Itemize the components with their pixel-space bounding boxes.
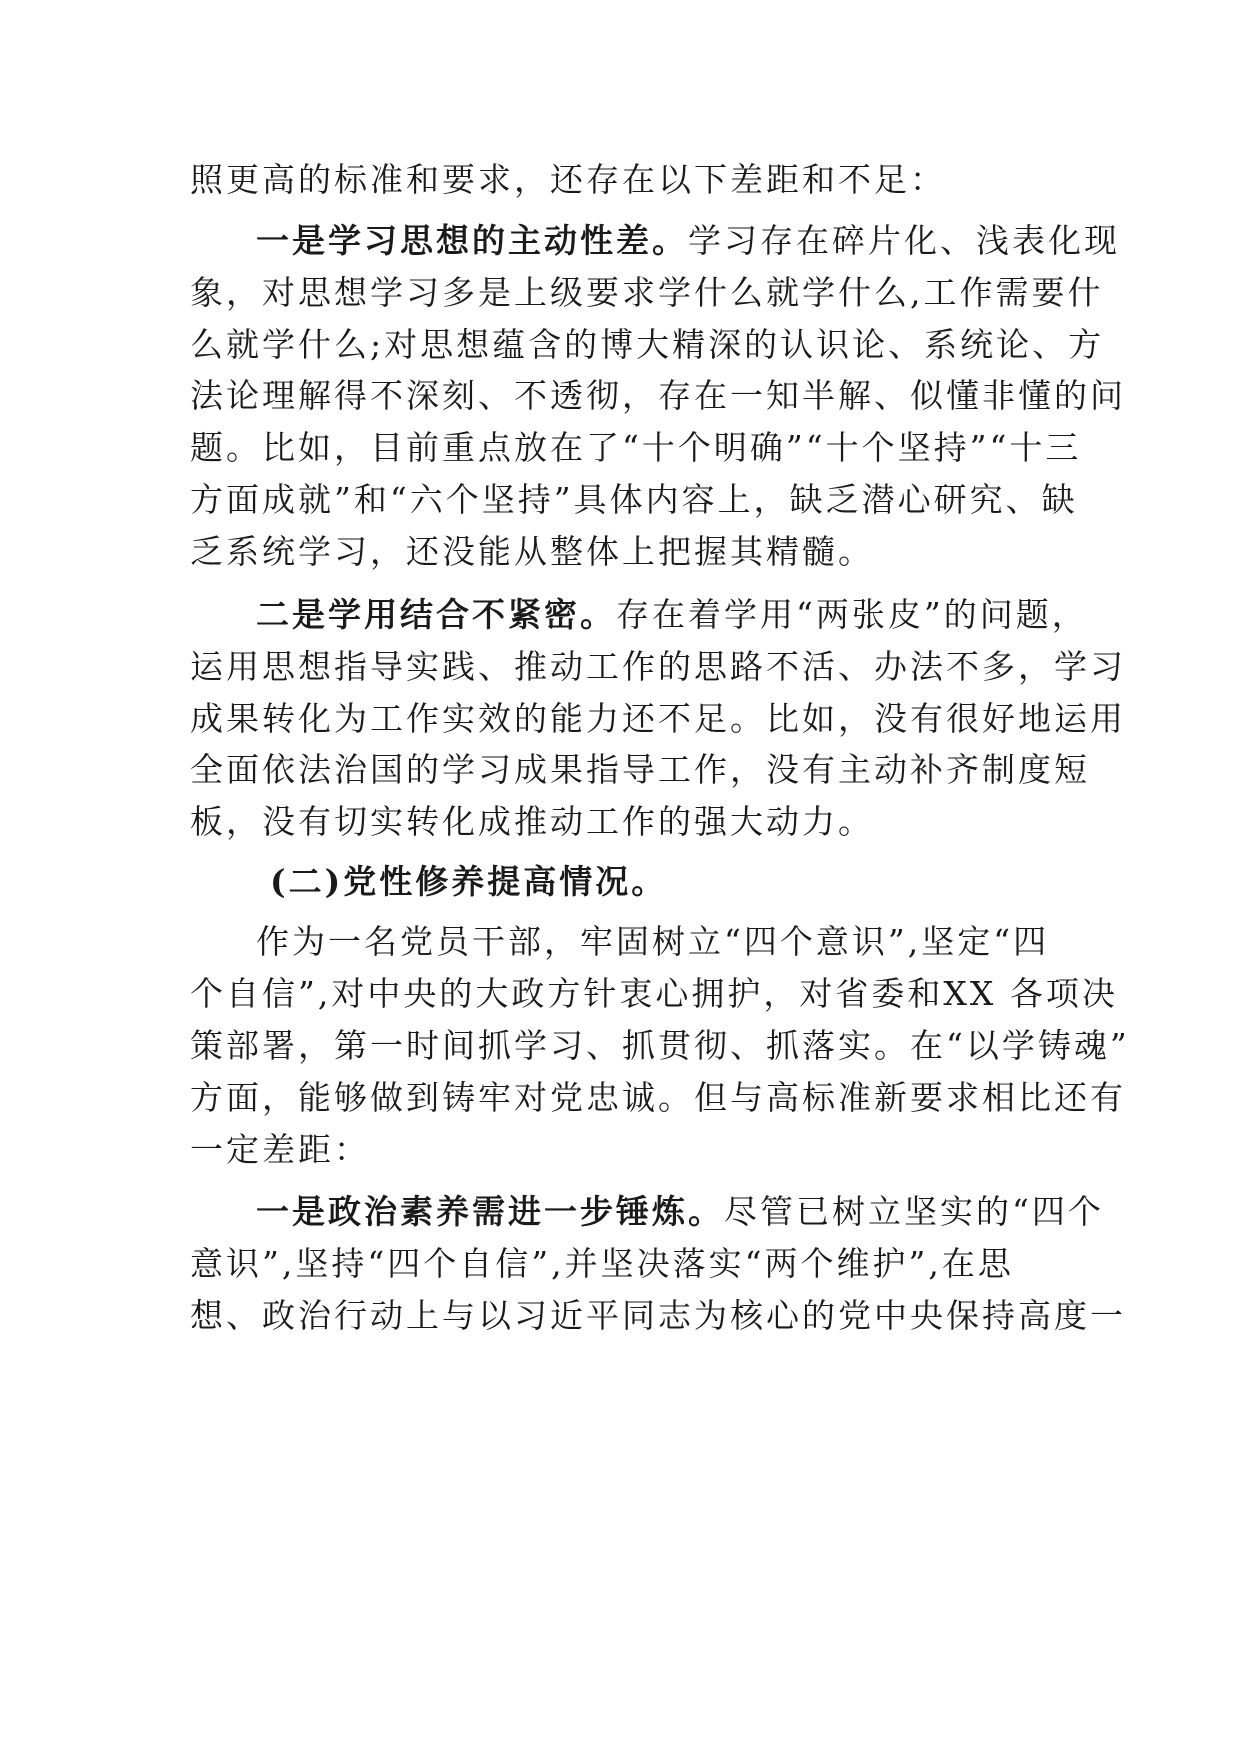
line-text: 照更高的标准和要求，还存在以下差距和不足： [190, 160, 946, 199]
paragraph-line [190, 273, 1104, 313]
paragraph-heading: 一是政治素养需进一步锤炼。 [256, 1192, 724, 1231]
line-text: 尽管已树立坚实的“四个 [724, 1192, 1104, 1231]
paragraph-line [190, 1078, 1126, 1118]
line-text: 题。比如，目前重点放在了“十个明确”“十个坚持”“十三 [190, 428, 1082, 467]
paragraph-line [190, 532, 1050, 572]
paragraph-line [190, 1244, 1050, 1284]
line-text: 方面成就”和“六个坚持”具体内容上，缺乏潜心研究、缺 [190, 480, 1078, 519]
line-text: 意识”,坚持“四个自信”,并坚决落实“两个维护”,在思 [190, 1244, 1014, 1283]
paragraph-line [190, 160, 1050, 200]
paragraph-heading: 二是学用结合不紧密。 [256, 595, 616, 634]
line-text: 成果转化为工作实效的能力还不足。比如，没有很好地运用 [190, 699, 1126, 738]
paragraph-line [190, 1130, 1050, 1170]
paragraph-line [190, 1026, 1130, 1066]
paragraph-line [190, 750, 1090, 790]
paragraph-line [190, 376, 1126, 416]
line-text: 存在着学用“两张皮”的问题， [616, 595, 1088, 634]
line-text: 全面依法治国的学习成果指导工作，没有主动补齐制度短 [190, 750, 1090, 789]
line-text: 乏系统学习，还没能从整体上把握其精髓。 [190, 532, 874, 571]
paragraph-line [256, 595, 1088, 635]
line-text: 作为一名党员干部，牢固树立“四个意识”,坚定“四 [256, 922, 1050, 961]
line-text: 么就学什么;对思想蕴含的博大精深的认识论、系统论、方 [190, 325, 1105, 364]
section-heading-text: (二)党性修养提高情况。 [270, 862, 668, 901]
line-text: 一定差距： [190, 1130, 370, 1169]
line-text: 板，没有切实转化成推动工作的强大动力。 [190, 802, 874, 841]
paragraph-line [190, 480, 1078, 520]
line-text: 法论理解得不深刻、不透彻，存在一知半解、似懂非懂的问 [190, 376, 1126, 415]
section-heading [270, 862, 1050, 902]
paragraph-heading: 一是学习思想的主动性差。 [256, 221, 688, 260]
line-text: 想、政治行动上与以习近平同志为核心的党中央保持高度一 [190, 1296, 1126, 1335]
paragraph-line [190, 699, 1126, 739]
paragraph-line [190, 802, 1050, 842]
paragraph-line [190, 974, 1118, 1014]
line-text: 象，对思想学习多是上级要求学什么就学什么,工作需要什 [190, 273, 1104, 312]
line-text: 运用思想指导实践、推动工作的思路不活、办法不多，学习 [190, 647, 1126, 686]
line-text: 学习存在碎片化、浅表化现 [688, 221, 1120, 260]
paragraph-line [190, 428, 1082, 468]
paragraph-line [256, 1192, 1104, 1232]
paragraph-line [190, 1296, 1126, 1336]
paragraph-line [190, 325, 1105, 365]
paragraph-line [190, 647, 1126, 687]
line-text: 个自信”,对中央的大政方针衷心拥护，对省委和XX 各项决 [190, 974, 1118, 1013]
paragraph-line [256, 221, 1120, 261]
line-text: 策部署，第一时间抓学习、抓贯彻、抓落实。在“以学铸魂” [190, 1026, 1130, 1065]
paragraph-line [256, 922, 1050, 962]
line-text: 方面，能够做到铸牢对党忠诚。但与高标准新要求相比还有 [190, 1078, 1126, 1117]
